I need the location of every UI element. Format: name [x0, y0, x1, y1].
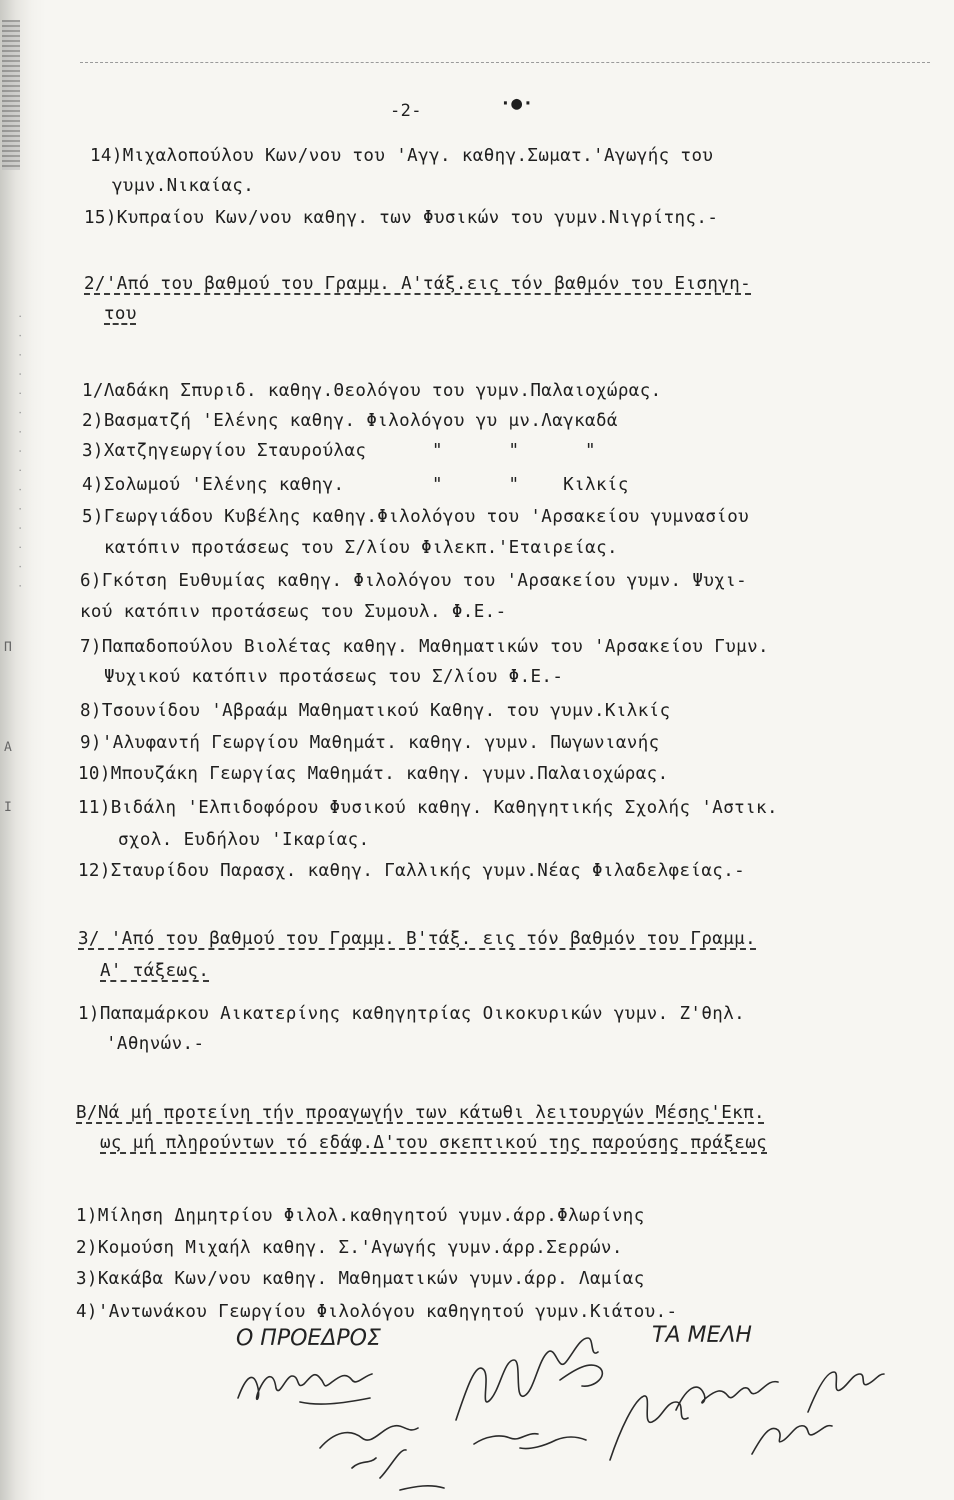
- list-item: 7)Παπαδοπούλου Βιολέτας καθηγ. Μαθηματικών του 'Αρσακείου Γυμν.: [80, 637, 769, 657]
- list-item: 8)Τσουνίδου 'Αβραάμ Μαθηματικού Καθηγ. του γυμν.Κιλκίς: [80, 701, 671, 721]
- list-item: 10)Μπουζάκη Γεωργίας Μαθημάτ. καθηγ. γυμν.Παλαιοχώρας.: [78, 764, 669, 784]
- list-item: 1)Παπαμάρκου Αικατερίνης καθηγητρίας Οικοκυρικών γυμν. Ζ'θηλ.: [78, 1004, 746, 1024]
- list-item: 15)Κυπραίου Κων/νου καθηγ. των Φυσικών του γυμν.Νιγρίτης.-: [84, 208, 719, 228]
- member-signature: [380, 1450, 444, 1490]
- member-signature: [752, 1426, 832, 1454]
- side-archive-stamp: · · · · · · · · · · · · · · ·: [14, 310, 27, 590]
- edge-glyph: Π: [4, 640, 12, 655]
- section-heading: Β/Νά μή προτείνη τήν προαγωγήν των κάτωθι λειτουργών Μέσης'Εκπ.: [76, 1103, 765, 1123]
- member-signature: [320, 1426, 418, 1468]
- member-signature: [474, 1434, 586, 1449]
- list-item: 5)Γεωργιάδου Κυβέλης καθηγ.Φιλολόγου του 'Αρσακείου γυμνασίου: [82, 507, 750, 527]
- section-heading: 3/ 'Από του βαθμού του Γραμμ. Β'τάξ. εις τόν βαθμόν του Γραμμ.: [78, 929, 757, 949]
- president-signature: [238, 1374, 372, 1404]
- list-item-continuation: γυμν.Νικαίας.: [112, 176, 255, 196]
- list-item: 6)Γκότση Ευθυμίας καθηγ. Φιλολόγου του 'Αρσακείου γυμν. Ψυχι-: [80, 571, 748, 591]
- list-item-continuation: 'Αθηνών.-: [106, 1034, 205, 1054]
- list-item: 3)Κακάβα Κων/νου καθηγ. Μαθηματικών γυμν.άρρ. Λαμίας: [76, 1269, 645, 1289]
- list-item: 1/Λαδάκη Σπυριδ. καθηγ.Θεολόγου του γυμν.Παλαιοχώρας.: [82, 381, 662, 401]
- section-heading-continuation: Α' τάξεως.: [100, 961, 210, 981]
- edge-glyph: Α: [4, 740, 12, 755]
- page-mark: ·●·: [500, 93, 534, 114]
- list-item: 14)Μιχαλοπούλου Κων/νου του 'Αγγ. καθηγ.Σωματ.'Αγωγής του: [90, 146, 714, 166]
- member-signature: [676, 1382, 778, 1410]
- section-heading: 2/'Από του βαθμού του Γραμμ. Α'τάξ.εις τόν βαθμόν του Εισηγη-: [84, 274, 752, 294]
- list-item: 9)'Αλυφαντή Γεωργίου Μαθημάτ. καθηγ. γυμν. Πωγωνιανής: [80, 733, 660, 753]
- edge-glyph: Ι: [4, 800, 12, 815]
- member-signature: [610, 1396, 688, 1460]
- list-item: 2)Βασματζή 'Ελένης καθηγ. Φιλολόγου γυ μν.Λαγκαδά: [82, 411, 618, 431]
- list-item-continuation: κατόπιν προτάσεως του Σ/λίου Φιλεκπ.'Εταιρείας.: [104, 538, 618, 558]
- list-item: 12)Σταυρίδου Παρασχ. καθηγ. Γαλλικής γυμν.Νέας Φιλαδελφείας.-: [78, 861, 746, 881]
- member-signature: [456, 1338, 602, 1420]
- list-item-continuation: σχολ. Ευδήλου 'Ικαρίας.: [118, 830, 370, 850]
- list-item: 11)Βιδάλη 'Ελπιδοφόρου Φυσικού καθηγ. Καθηγητικής Σχολής 'Αστικ.: [78, 798, 778, 818]
- list-item: 1)Μίληση Δημητρίου Φιλολ.καθηγητού γυμν.άρρ.Φλωρίνης: [76, 1206, 645, 1226]
- list-item: 4)'Αντωνάκου Γεωργίου Φιλολόγου καθηγητού γυμν.Κιάτου.-: [76, 1302, 678, 1322]
- scan-edge-marks: [2, 20, 20, 170]
- top-rule: [80, 62, 930, 63]
- section-heading-continuation: του: [104, 304, 137, 324]
- members-label: ΤΑ ΜΕΛΗ: [652, 1323, 752, 1348]
- member-signature: [808, 1372, 884, 1412]
- president-label: Ο ΠΡΟΕΔΡΟΣ: [236, 1326, 381, 1351]
- list-item: 3)Χατζηγεωργίου Σταυρούλας " " ": [82, 441, 596, 461]
- page-number: -2-: [390, 101, 422, 121]
- list-item-continuation: κού κατόπιν προτάσεως του Συμουλ. Φ.Ε.-: [80, 602, 507, 622]
- list-item-continuation: Ψυχικού κατόπιν προτάσεως του Σ/λίου Φ.Ε.-: [104, 667, 564, 687]
- section-heading-continuation: ως μή πληρούντων τό εδάφ.Δ'του σκεπτικού της παρούσης πράξεως: [100, 1133, 768, 1153]
- list-item: 2)Κομούση Μιχαήλ καθηγ. Σ.'Αγωγής γυμν.άρρ.Σερρών.: [76, 1238, 623, 1258]
- list-item: 4)Σολωμού 'Ελένης καθηγ. " " Κιλκίς: [82, 475, 629, 495]
